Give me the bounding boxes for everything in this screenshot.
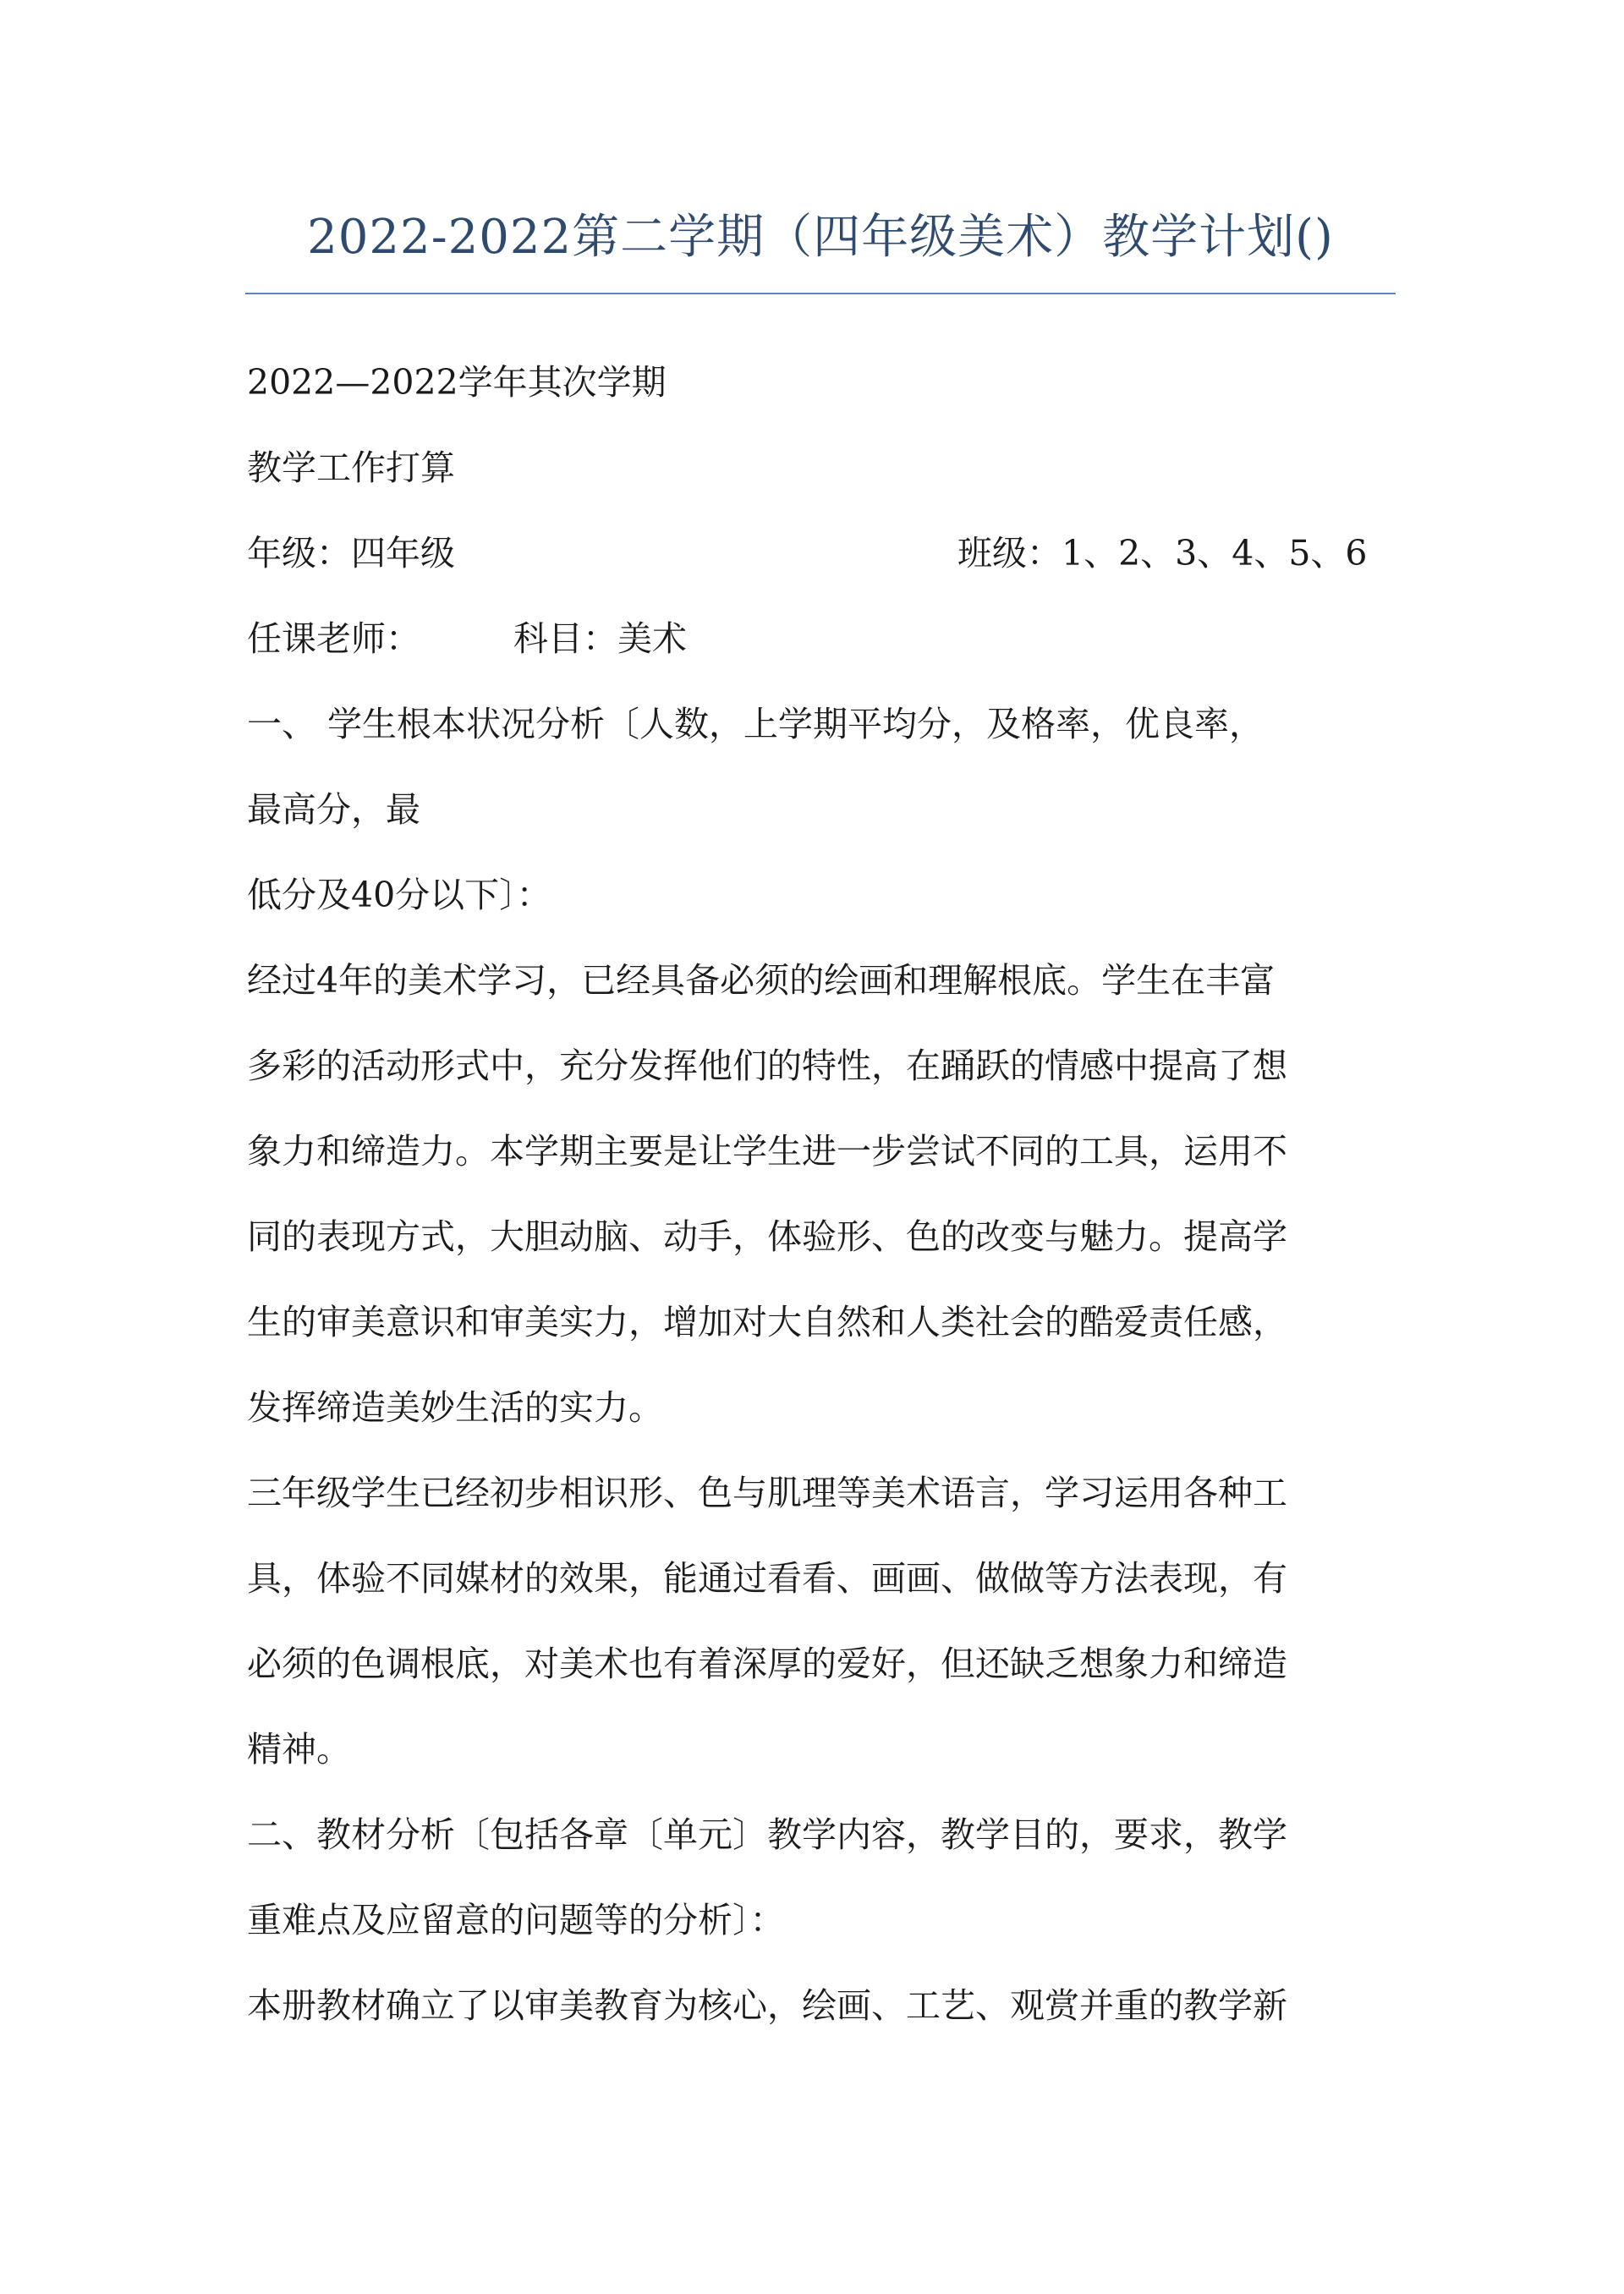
grade-class-line — [247, 511, 1397, 596]
title-divider — [245, 293, 1396, 294]
paragraph-line: 同的表现方式，大胆动脑、动手，体验形、色的改变与魅力。提高学 — [247, 1216, 1287, 1257]
teacher-label: 任课老师： — [247, 618, 420, 659]
section-2-heading: 二、教材分析〔包括各章〔单元〕教学内容，教学目的，要求，教学 — [247, 1814, 1287, 1855]
section-2-heading-cont: 重难点及应留意的问题等的分析〕： — [247, 1900, 785, 1940]
section-1-heading: 一、 学生根本状况分析〔人数，上学期平均分，及格率，优良率， — [247, 704, 1265, 744]
section-1-heading-cont: 低分及40分以下〕： — [247, 875, 551, 915]
paragraph-line: 生的审美意识和审美实力，增加对大自然和人类社会的酷爱责任感， — [247, 1302, 1287, 1342]
document-body — [247, 340, 1397, 2049]
paragraph-line: 发挥缔造美妙生活的实力。 — [247, 1387, 663, 1428]
class-label: 班级：1、2、3、4、5、6 — [957, 533, 1368, 574]
paragraph-line: 三年级学生已经初步相识形、色与肌理等美术语言，学习运用各种工 — [247, 1473, 1287, 1513]
teacher-subject-line — [247, 596, 1397, 682]
paragraph-line: 精神。 — [247, 1729, 351, 1770]
document-title: 2022-2022第二学期（四年级美术）教学计划() — [307, 210, 1334, 265]
grade-label: 年级：四年级 — [247, 533, 455, 574]
paragraph-line: 多彩的活动形式中，充分发挥他们的特性，在踊跃的情感中提高了想 — [247, 1045, 1287, 1086]
plan-name-line: 教学工作打算 — [247, 447, 455, 488]
subject-label: 科目：美术 — [513, 618, 687, 659]
paragraph-line: 具，体验不同媒材的效果，能通过看看、画画、做做等方法表现，有 — [247, 1558, 1287, 1599]
section-1-heading-cont: 最高分，最 — [247, 789, 420, 830]
paragraph-line: 必须的色调根底，对美术也有着深厚的爱好，但还缺乏想象力和缔造 — [247, 1644, 1287, 1684]
school-year-line: 2022—2022学年其次学期 — [247, 362, 667, 403]
paragraph-line: 本册教材确立了以审美教育为核心，绘画、工艺、观赏并重的教学新 — [247, 1985, 1287, 2026]
paragraph-line: 象力和缔造力。本学期主要是让学生进一步尝试不同的工具，运用不 — [247, 1131, 1287, 1172]
paragraph-line: 经过4年的美术学习，已经具备必须的绘画和理解根底。学生在丰富 — [247, 960, 1276, 1001]
